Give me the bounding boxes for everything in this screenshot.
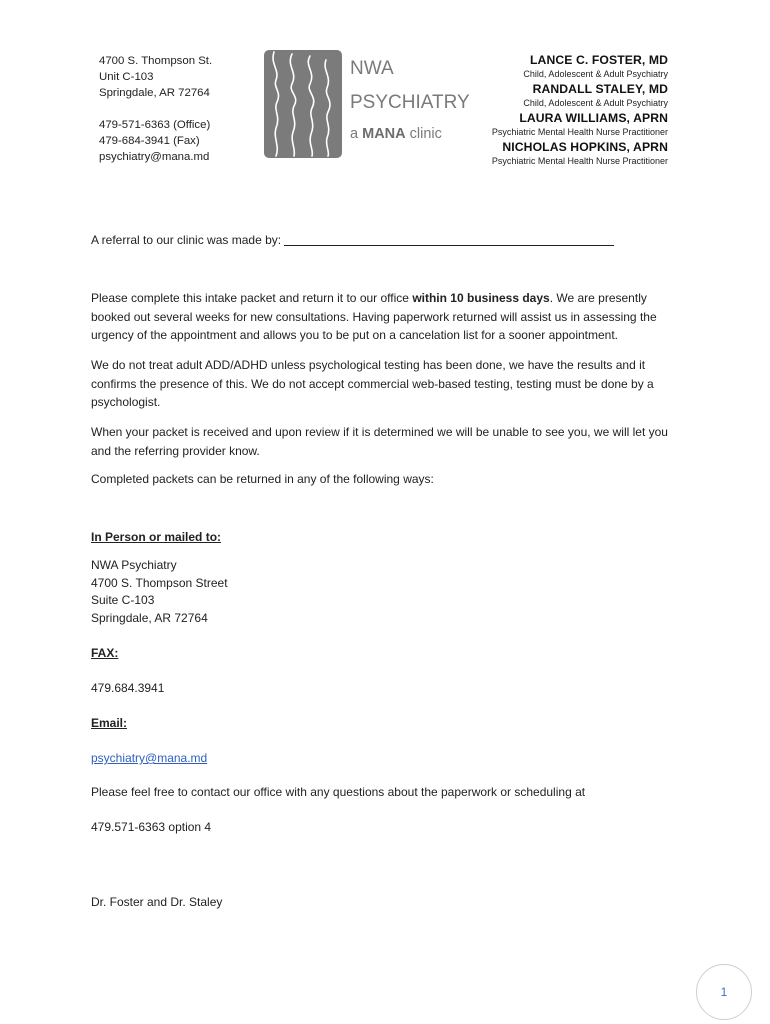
referral-line	[91, 231, 681, 250]
deadline-emphasis: within 10 business days	[412, 291, 550, 305]
provider-name: RANDALL STALEY, MD	[532, 82, 668, 96]
provider-name: LAURA WILLIAMS, APRN	[519, 111, 668, 125]
mail-line: Suite C-103	[91, 593, 155, 607]
provider-list	[492, 52, 668, 168]
contact-phone: 479.571-6363 option 4	[91, 820, 212, 834]
provider-title: Psychiatric Mental Health Nurse Practitioner	[491, 156, 668, 166]
page-number-badge	[696, 964, 752, 1020]
provider-title: Child, Adolescent & Adult Psychiatry	[523, 69, 668, 79]
mailing-address	[91, 557, 681, 627]
return-methods-paragraph: Completed packets can be returned in any of the following ways:	[91, 472, 434, 486]
mail-line: Springdale, AR 72764	[91, 610, 208, 625]
logo-tagline-brand: MANA	[362, 126, 406, 142]
office-phone: 479-571-6363 (Office)	[99, 119, 211, 131]
email-line	[91, 749, 681, 768]
address-line: Springdale, AR 72764	[99, 87, 210, 99]
logo-nwa-text: NWA	[350, 58, 394, 79]
provider-title: Child, Adolescent & Adult Psychiatry	[523, 98, 668, 108]
clinic-address-block	[99, 53, 212, 165]
paragraph-text: . We are presently booked out several weeks for new consultations. Having paperwork returned will assist us in assessing the urgency of the appointment and allows you to be put on a cancelation list for a sooner appointment.	[91, 291, 657, 342]
address-line: 4700 S. Thompson St.	[99, 55, 213, 67]
logo-psychiatry-text: PSYCHIATRY	[350, 92, 470, 113]
mail-line: NWA Psychiatry	[91, 558, 177, 572]
review-paragraph: When your packet is received and upon review if it is determined we will be unable to see you, we will let you and the referring provider know.	[91, 425, 668, 458]
faces-logo-icon	[264, 50, 342, 158]
email-heading: Email:	[91, 716, 128, 730]
fax-heading: FAX:	[91, 646, 119, 660]
signature: Dr. Foster and Dr. Staley	[91, 895, 223, 909]
logo-tagline	[350, 126, 442, 142]
contact-paragraph: Please feel free to contact our office with any questions about the paperwork or scheduling at	[91, 785, 586, 799]
provider-name: NICHOLAS HOPKINS, APRN	[502, 140, 668, 154]
provider-name: LANCE C. FOSTER, MD	[530, 53, 668, 67]
referral-label: A referral to our clinic was made by:	[91, 233, 282, 247]
fax-number: 479-684-3941 (Fax)	[99, 135, 200, 147]
fax-number-body: 479.684.3941	[91, 681, 165, 695]
mail-line: 4700 S. Thompson Street	[91, 575, 228, 590]
logo-tagline-prefix: a	[350, 126, 359, 142]
in-person-heading: In Person or mailed to:	[91, 530, 222, 544]
paragraph-text: Please complete this intake packet and return it to our office	[91, 291, 409, 305]
email-link[interactable]: psychiatry@mana.md	[91, 751, 208, 765]
provider-title: Psychiatric Mental Health Nurse Practitioner	[491, 127, 668, 137]
page-number: 1	[720, 985, 728, 999]
header-email: psychiatry@mana.md	[99, 151, 210, 163]
adhd-paragraph: We do not treat adult ADD/ADHD unless psychological testing has been done, we have the results and it confirms the presence of this. We do not accept commercial web-based testing, testing must be done by a psychologist.	[91, 358, 654, 409]
intake-paragraph	[91, 289, 681, 345]
address-line: Unit C-103	[99, 71, 154, 83]
referral-blank-field[interactable]	[284, 234, 614, 246]
logo-tagline-suffix: clinic	[409, 126, 442, 142]
nwa-psychiatry-logo	[264, 50, 474, 160]
